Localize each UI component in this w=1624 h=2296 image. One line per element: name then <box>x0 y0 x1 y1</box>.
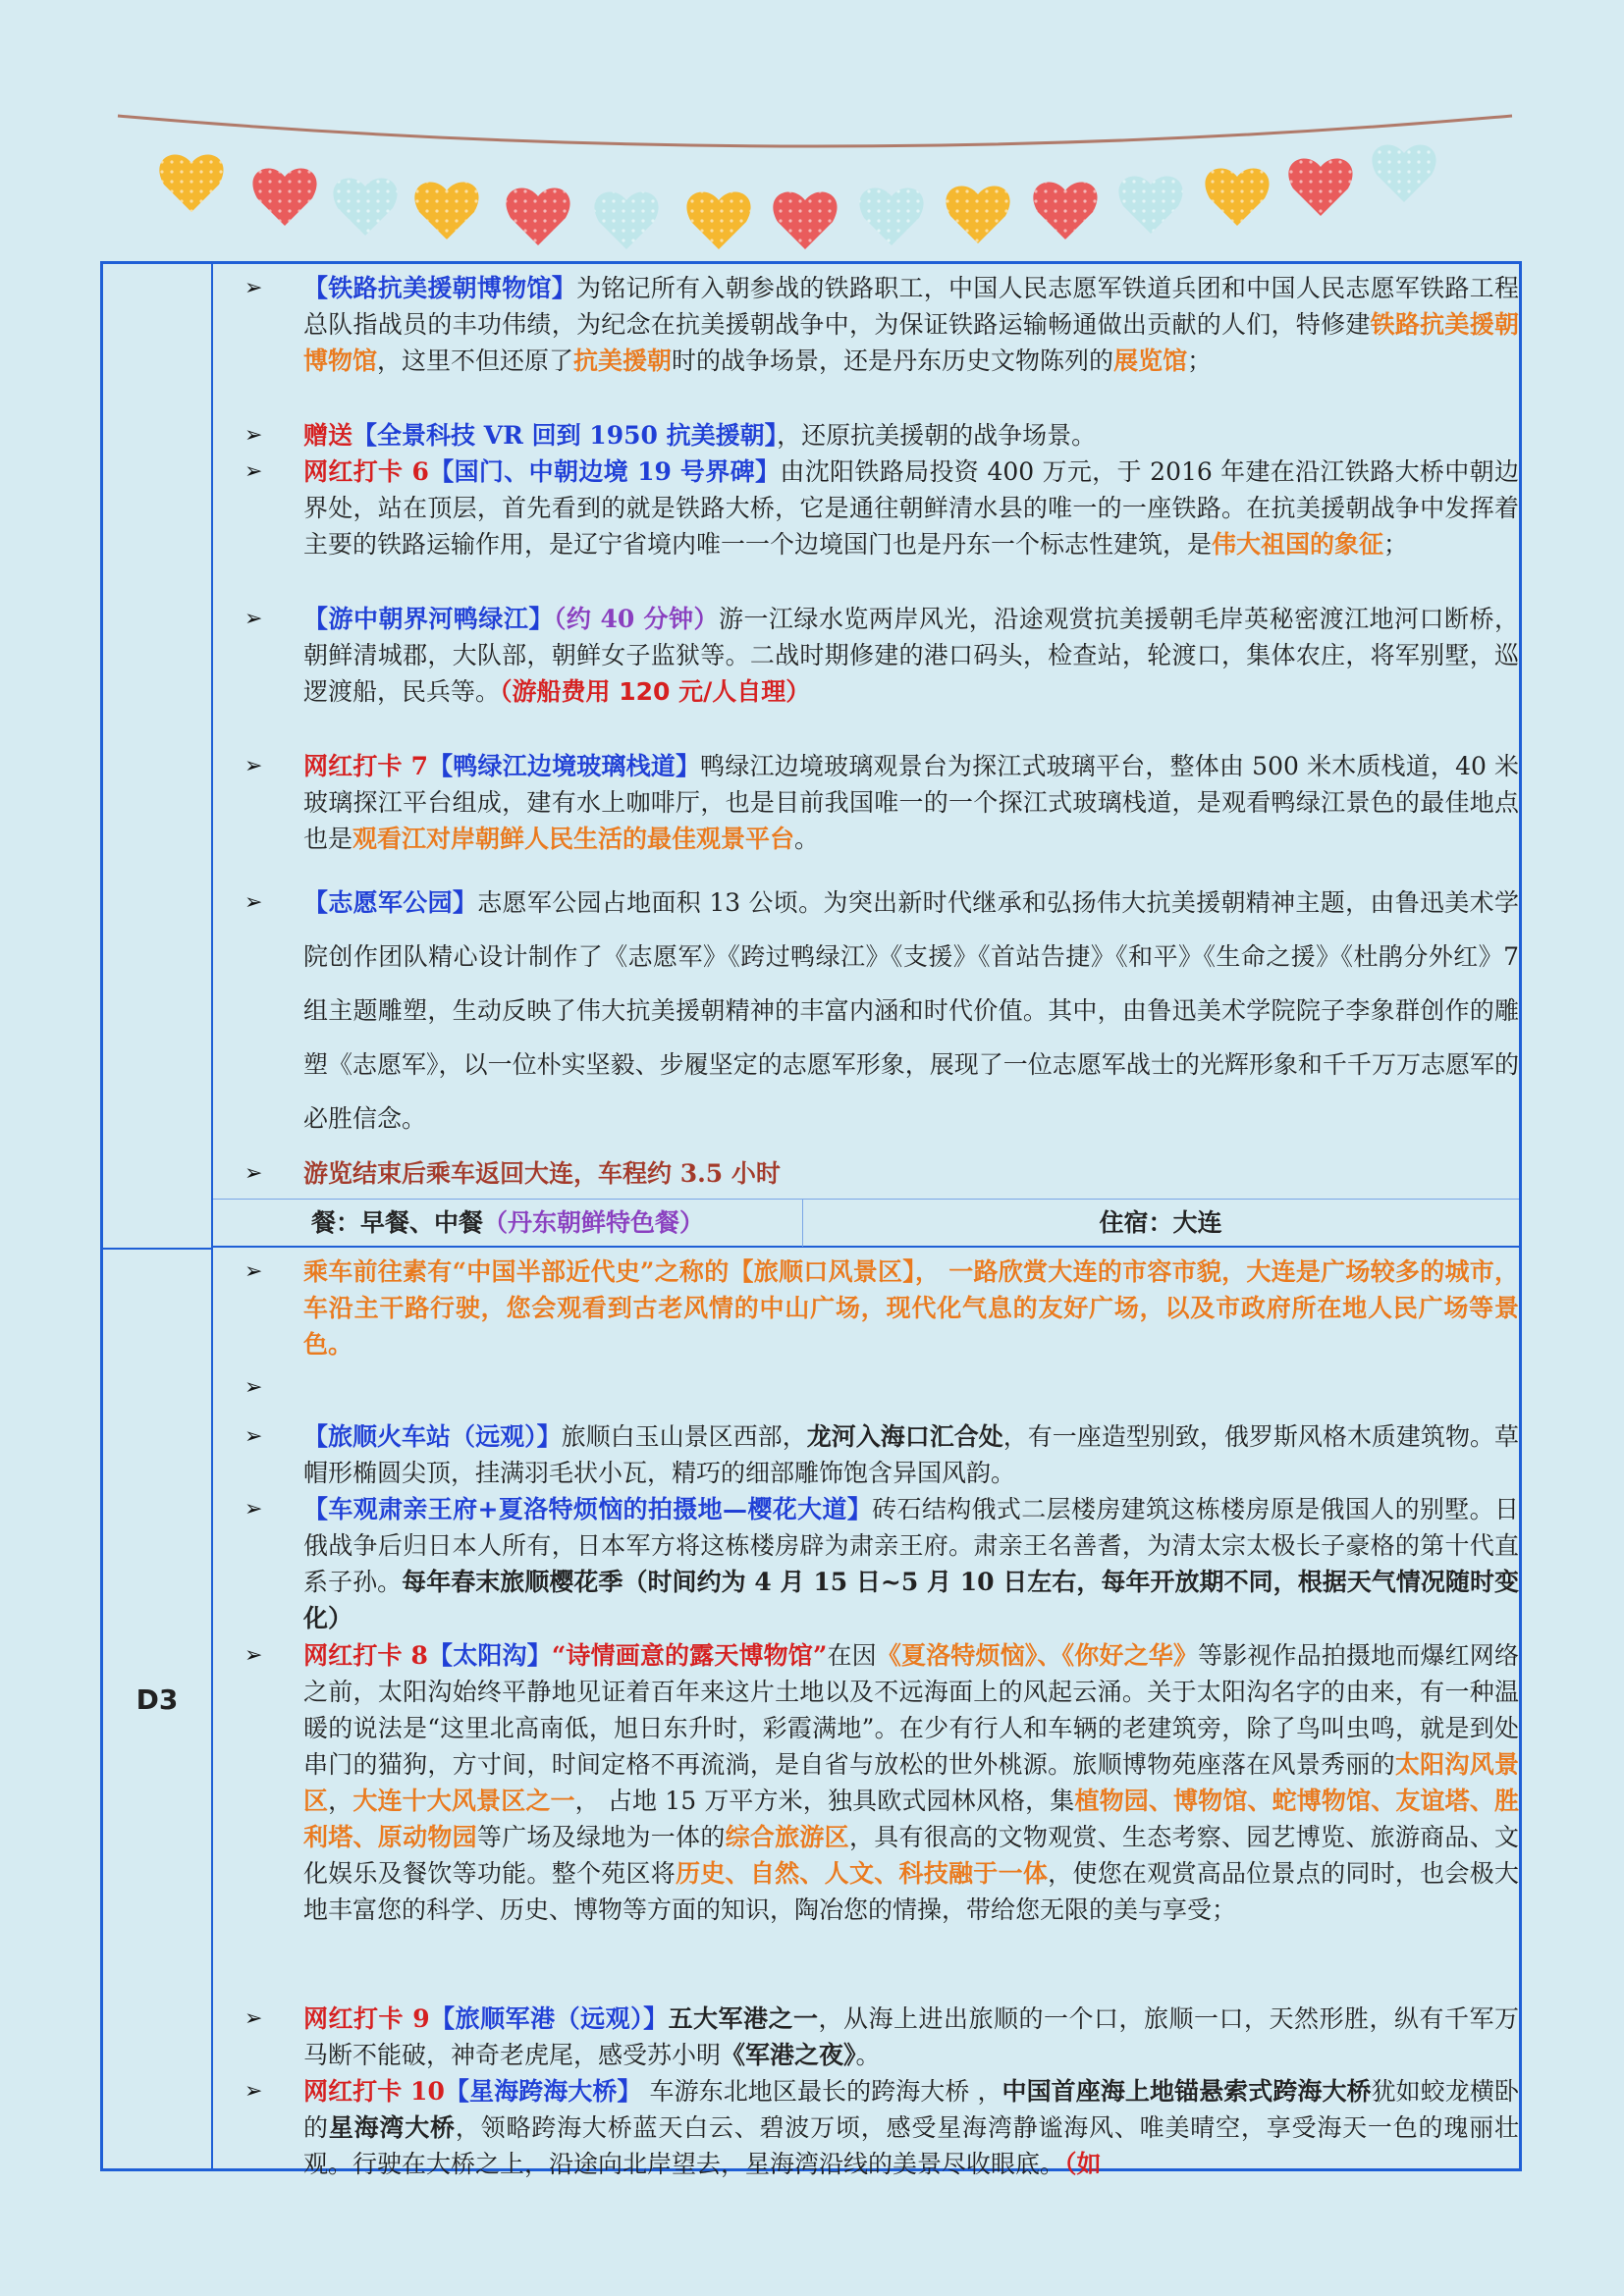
heart-icon <box>333 178 397 236</box>
arrow-bullet-icon: ➢ <box>244 459 263 484</box>
arrow-bullet-icon: ➢ <box>244 2079 263 2104</box>
arrow-bullet-icon: ➢ <box>244 2006 263 2031</box>
day-label: D3 <box>135 1683 179 1716</box>
heart-icon <box>946 186 1009 243</box>
heart-icon <box>686 191 750 249</box>
heart-icon <box>414 182 478 240</box>
arrow-bullet-icon: ➢ <box>244 1643 263 1668</box>
arrow-bullet-icon: ➢ <box>244 1497 263 1522</box>
heart-icon <box>506 187 569 245</box>
heart-icon <box>1288 158 1352 216</box>
hotel-info: 住宿：大连 <box>1099 1208 1222 1237</box>
heart-icon <box>773 191 837 249</box>
d2-content: ➢ 【铁路抗美援朝博物馆】为铭记所有入朝参战的铁路职工，中国人民志愿军铁道兵团和中国人民志愿军铁路工程总队指战员的丰功伟绩，为纪念在抗美援朝战争中，为保证铁路运输畅通做出贡献的人们，特修建铁路抗美援朝博物馆，这里不但还原了抗美援朝时的战争场景，还是丹东历史文物陈列的展览馆； ➢ 赠送【全景科技 VR 回到 1950 抗美援朝】，还原抗美援朝的战争场景。 ➢ 网红打卡 6【国门、中朝边境 19 号界碑】由沈阳铁路局投资 400 万元，于 2016 年建在沿江铁路大桥中朝边界处，站在顶层，首先看到的就是铁路大桥，它是通往朝鲜清水县的唯一的一座铁路。在抗美援朝战争中发挥着主要的铁路运输作用，是辽宁省境内唯一一个边境国门也是丹东一个标志性建筑，是伟大祖国的象征； ➢ 【游中朝界河鸭绿江】（约 40 分钟）游一江绿水览两岸风光，沿途观赏抗美援朝毛岸英秘密渡江地河口断桥，朝鲜清城郡，大队部，朝鲜女子监狱等。二战时期修建的港口码头，检查站，轮渡口，集体农庄，将军别墅，巡逻渡船，民兵等。（游船费用 120 元/人自理） ➢ 网红打卡 7【鸭绿江边境玻璃栈道】鸭绿江边境玻璃观景台为探江式玻璃平台，整体由 500 米木质栈道，40 米玻璃探江平台组成，建有水上咖啡厅，也是目前我国唯一的一个探江式玻璃栈道，是观看鸭绿江景色的最佳地点也是观看江对岸朝鲜人民生活的最佳观景平台。 ➢ 【志愿军公园】志愿军公园占地面积 13 公顷。为突出新时代继承和弘扬伟大抗美援朝精神主题，由鲁迅美术学院创作团队精心设计制作了《志愿军》《跨过鸭绿江》《支援》《首站告捷》《和平》《生命之援》《杜鹃分外红》7 组主题雕塑，生动反映了伟大抗美援朝精神的丰富内涵和时代价值。其中，由鲁迅美术学院院子李象群创作的雕塑《志愿军》，以一位朴实坚毅、步履坚定的志愿军形象，展现了一位志愿军战士的光辉形象和千千万万志愿军的必胜信念。 ➢ 游览结束后乘车返回大连，车程约 3.5 小时 <box>213 264 1519 1199</box>
heart-icon <box>1205 168 1269 226</box>
heart-garland-decoration <box>98 98 1532 265</box>
heart-icon <box>252 168 316 226</box>
arrow-bullet-icon: ➢ <box>244 276 263 300</box>
meal-lodging-row <box>213 1199 1519 1248</box>
arrow-bullet-icon: ➢ <box>244 1259 263 1284</box>
d3-content: ➢ 乘车前往素有“中国半部近代史”之称的【旅顺口风景区】， 一路欣赏大连的市容市貌，大连是广场较多的城市，车沿主干路行驶，您会观看到古老风情的中山广场，现代化气息的友好广场，以及市政府所在地人民广场等景色。 ➢ ➢ 【旅顺火车站（远观）】旅顺白玉山景区西部，龙河入海口汇合处，有一座造型别致，俄罗斯风格木质建筑物。草帽形椭圆尖顶，挂满羽毛状小瓦，精巧的细部雕饰饱含异国风韵。 ➢ 【车观肃亲王府+夏洛特烦恼的拍摄地—樱花大道】砖石结构俄式二层楼房建筑这栋楼房原是俄国人的别墅。日俄战争后归日本人所有，日本军方将这栋楼房辟为肃亲王府。肃亲王名善耆，为清太宗太极长子豪格的第十代直系子孙。每年春末旅顺樱花季（时间约为 4 月 15 日~5 月 10 日左右，每年开放期不同，根据天气情况随时变化） ➢ 网红打卡 8【太阳沟】“诗情画意的露天博物馆”在因《夏洛特烦恼》、《你好之华》等影视作品拍摄地而爆红网络之前，太阳沟始终平静地见证着百年来这片土地以及不远海面上的风起云涌。关于太阳沟名字的由来，有一种温暖的说法是“这里北高南低，旭日东升时，彩霞满地”。在少有行人和车辆的老建筑旁，除了鸟叫虫鸣，就是到处串门的猫狗，方寸间，时间定格不再流淌，是自省与放松的世外桃源。旅顺博物苑座落在风景秀丽的太阳沟风景区，大连十大风景区之一， 占地 15 万平方米，独具欧式园林风格，集植物园、博物馆、蛇博物馆、友谊塔、胜利塔、原动物园等广场及绿地为一体的综合旅游区，具有很高的文物观赏、生态考察、园艺博览、旅游商品、文化娱乐及餐饮等功能。整个苑区将历史、自然、人文、科技融于一体，使您在观赏高品位景点的同时，也会极大地丰富您的科学、历史、博物等方面的知识，陶冶您的情操，带给您无限的美与享受； ➢ 网红打卡 9【旅顺军港（远观）】五大军港之一，从海上进出旅顺的一个口，旅顺一口，天然形胜，纵有千军万马断不能破，神奇老虎尾，感受苏小明《军港之夜》。 ➢ 网红打卡 10【星海跨海大桥】 车游东北地区最长的跨海大桥 ，中国首座海上地锚悬索式跨海大桥犹如蛟龙横卧的星海湾大桥，领略跨海大桥蓝天白云、碧波万顷，感受星海湾静谧海风、唯美晴空，享受海天一色的瑰丽壮观。行驶在大桥之上，沿途向北岸望去，星海湾沿线的美景尽收眼底。（如 <box>213 1250 1519 2168</box>
arrow-bullet-icon: ➢ <box>244 1375 263 1400</box>
meal-info: 餐：早餐、中餐（丹东朝鲜特色餐） <box>213 1200 803 1247</box>
heart-icon <box>859 187 923 245</box>
arrow-bullet-icon: ➢ <box>244 423 263 448</box>
itinerary-table <box>100 261 1522 2178</box>
heart-icon <box>159 154 223 212</box>
arrow-bullet-icon: ➢ <box>244 1424 263 1449</box>
day-cell-d2 <box>103 264 213 1248</box>
heart-icon <box>1372 144 1435 202</box>
heart-icon <box>594 191 658 249</box>
arrow-bullet-icon: ➢ <box>244 607 263 631</box>
arrow-bullet-icon: ➢ <box>244 754 263 778</box>
heart-icon <box>1033 182 1097 240</box>
arrow-bullet-icon: ➢ <box>244 1161 263 1186</box>
day-cell-d3 <box>103 1248 213 2168</box>
arrow-bullet-icon: ➢ <box>244 890 263 915</box>
heart-icon <box>1118 176 1182 234</box>
